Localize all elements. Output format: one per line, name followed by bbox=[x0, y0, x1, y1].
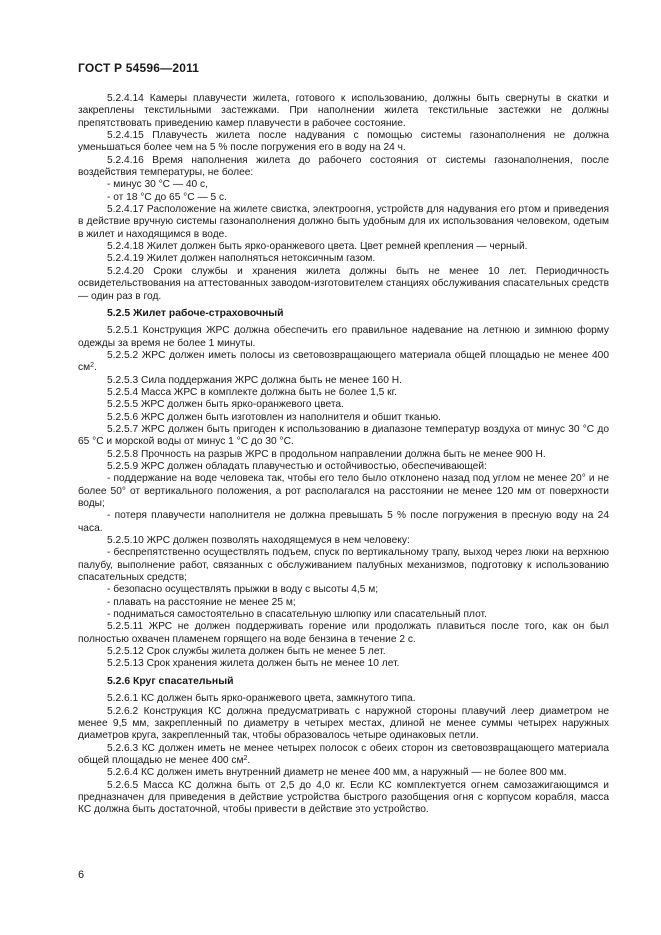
paragraph-5-2-5-4: 5.2.5.4 Масса ЖРС в комплекте должна быть не более 1,5 кг. bbox=[107, 386, 397, 398]
paragraph-5-2-5-5: 5.2.5.5 ЖРС должен быть ярко-оранжевого цвета. bbox=[107, 399, 344, 411]
paragraph-5-2-4-14: 5.2.4.14 Камеры плавучести жилета, готового к использованию, должны быть свернуты в скатки и закреплены текстильными застежками. При наполнении жилета текстильные застежки не должны препятствовать приведению камер плавучести в рабочее состояние. bbox=[78, 93, 609, 129]
paragraph-5-2-5-2 bbox=[78, 350, 609, 375]
paragraph-5-2-6-2: 5.2.6.2 Конструкция КС должна предусматривать с наружной стороны плавучий леер диаметром не менее 9,5 мм, закрепленный по диаметру в четырех местах, длиной не менее суммы четырех наружных диаметров круга, закрепленный так, чтобы образовалось четыре одинаковых петли. bbox=[78, 705, 609, 742]
paragraph-5-2-5-11: 5.2.5.11 ЖРС не должен поддерживать горение или продолжать плавиться после того, как он был полностью охвачен пламенем горящего на воде бензина в течение 2 с. bbox=[78, 621, 609, 645]
paragraph-text: 5.2.5.2 ЖРС должен иметь полосы из световозвращающего материала общей площадью не менее 400 см bbox=[78, 349, 609, 374]
list-item: - потеря плавучести наполнителя не должна превышать 5 % после погружения в пресную воду на 24 часа. bbox=[78, 510, 609, 534]
page-number: 6 bbox=[78, 869, 85, 881]
paragraph-5-2-5-6: 5.2.5.6 ЖРС должен быть изготовлен из наполнителя и обшит тканью. bbox=[107, 411, 441, 423]
paragraph-5-2-5-3: 5.2.5.3 Сила поддержания ЖРС должна быть не менее 160 Н. bbox=[107, 374, 402, 386]
list-item: - плавать на расстояние не менее 25 м; bbox=[107, 596, 296, 608]
document-body bbox=[78, 93, 609, 817]
paragraph-5-2-6-4: 5.2.6.4 КС должен иметь внутренний диаметр не менее 400 мм, а наружный — не более 800 мм. bbox=[107, 767, 567, 779]
punctuation: . bbox=[247, 754, 251, 766]
paragraph-5-2-4-15: 5.2.4.15 Плавучесть жилета после надувания с помощью системы газонаполнения не должна уменьшаться более чем на 5 % после погружения его в воду на 24 ч. bbox=[78, 130, 609, 154]
list-item: - беспрепятственно осуществлять подъем, спуск по вертикальному трапу, выход через люки на верхнюю палубу, выполнение работ, связанных с обслуживанием палубных механизмов, подготовку к использованию спасательных средств; bbox=[78, 547, 609, 584]
list-item: - от 18 °С до 65 °С — 5 с. bbox=[107, 191, 227, 203]
section-heading-5-2-5: 5.2.5 Жилет рабоче-страховочный bbox=[107, 307, 284, 319]
paragraph-5-2-5-9: 5.2.5.9 ЖРС должен обладать плавучестью и остойчивостью, обеспечивающей: bbox=[107, 460, 487, 472]
superscript: 2 bbox=[90, 362, 95, 370]
punctuation: . bbox=[94, 362, 97, 374]
paragraph-5-2-4-18: 5.2.4.18 Жилет должен быть ярко-оранжевого цвета. Цвет ремней крепления — черный. bbox=[107, 241, 528, 253]
paragraph-5-2-4-17: 5.2.4.17 Расположение на жилете свистка, электроогня, устройств для надувания его ртом и приведения в действие вручную системы газонаполнения должно быть удобным для их использования человеком, одетым в жилет и находящимся в воде. bbox=[78, 204, 609, 240]
paragraph-5-2-5-12: 5.2.5.12 Срок службы жилета должен быть не менее 5 лет. bbox=[107, 646, 386, 658]
paragraph-5-2-6-1: 5.2.6.1 КС должен быть ярко-оранжевого цвета, замкнутого типа. bbox=[107, 693, 416, 705]
paragraph-5-2-5-8: 5.2.5.8 Прочность на разрыв ЖРС в продольном направлении должна быть не менее 900 Н. bbox=[107, 448, 546, 460]
paragraph-5-2-5-7: 5.2.5.7 ЖРС должен быть пригоден к использованию в диапазоне температур воздуха от минус 30 °С до 65 °С и морской воды от минус 1 °С до 30 °С. bbox=[78, 423, 609, 448]
superscript: 2 bbox=[243, 754, 248, 762]
list-item: - поддержание на воде человека так, чтобы его тело было отклонено назад под углом не менее 20° и не более 50° от вертикального положения, а рот располагался на расстоянии не менее 120 мм от поверхности воды; bbox=[78, 473, 609, 509]
paragraph-5-2-4-19: 5.2.4.19 Жилет должен наполняться нетоксичным газом. bbox=[107, 253, 376, 265]
paragraph-5-2-6-5: 5.2.6.5 Масса КС должна быть от 2,5 до 4,0 кг. Если КС комплектуется огнем самозажигающимся и предназначен для приведения в действие устройства быстрого разобщения огня с корпусом корабля, масса КС должна быть достаточной, чтобы привести в действие это устройство. bbox=[78, 779, 609, 816]
list-item: - минус 30 °С — 40 с, bbox=[107, 179, 208, 191]
list-item: - безопасно осуществлять прыжки в воду с высоты 4,5 м; bbox=[107, 584, 379, 596]
paragraph-text: 5.2.6.3 КС должен иметь не менее четырех полосок с обеих сторон из световозвращающего материала общей площадью не менее 400 см bbox=[78, 742, 609, 766]
paragraph-5-2-5-13: 5.2.5.13 Срок хранения жилета должен быть не менее 10 лет. bbox=[107, 658, 400, 670]
paragraph-5-2-5-1: 5.2.5.1 Конструкция ЖРС должна обеспечить его правильное надевание на летнюю и зимнюю форму одежды за время не более 1 минуты. bbox=[78, 325, 609, 349]
paragraph-5-2-5-10: 5.2.5.10 ЖРС должен позволять находящемуся в нем человеку: bbox=[107, 535, 410, 547]
list-item: - подниматься самостоятельно в спасательную шлюпку или спасательный плот. bbox=[107, 609, 487, 621]
document-header: ГОСТ Р 54596—2011 bbox=[78, 61, 200, 75]
paragraph-5-2-4-16: 5.2.4.16 Время наполнения жилета до рабочего состояния от системы газонаполнения, после воздействия температуры, не более: bbox=[78, 154, 609, 179]
paragraph-5-2-4-20: 5.2.4.20 Сроки службы и хранения жилета должны быть не менее 10 лет. Периодичность освидетельствования на аттестованных заводом-изготовителем станциях обслуживания спасательных средств — один раз в год. bbox=[78, 265, 609, 302]
paragraph-5-2-6-3 bbox=[78, 743, 609, 768]
section-heading-5-2-6: 5.2.6 Круг спасательный bbox=[107, 675, 234, 687]
